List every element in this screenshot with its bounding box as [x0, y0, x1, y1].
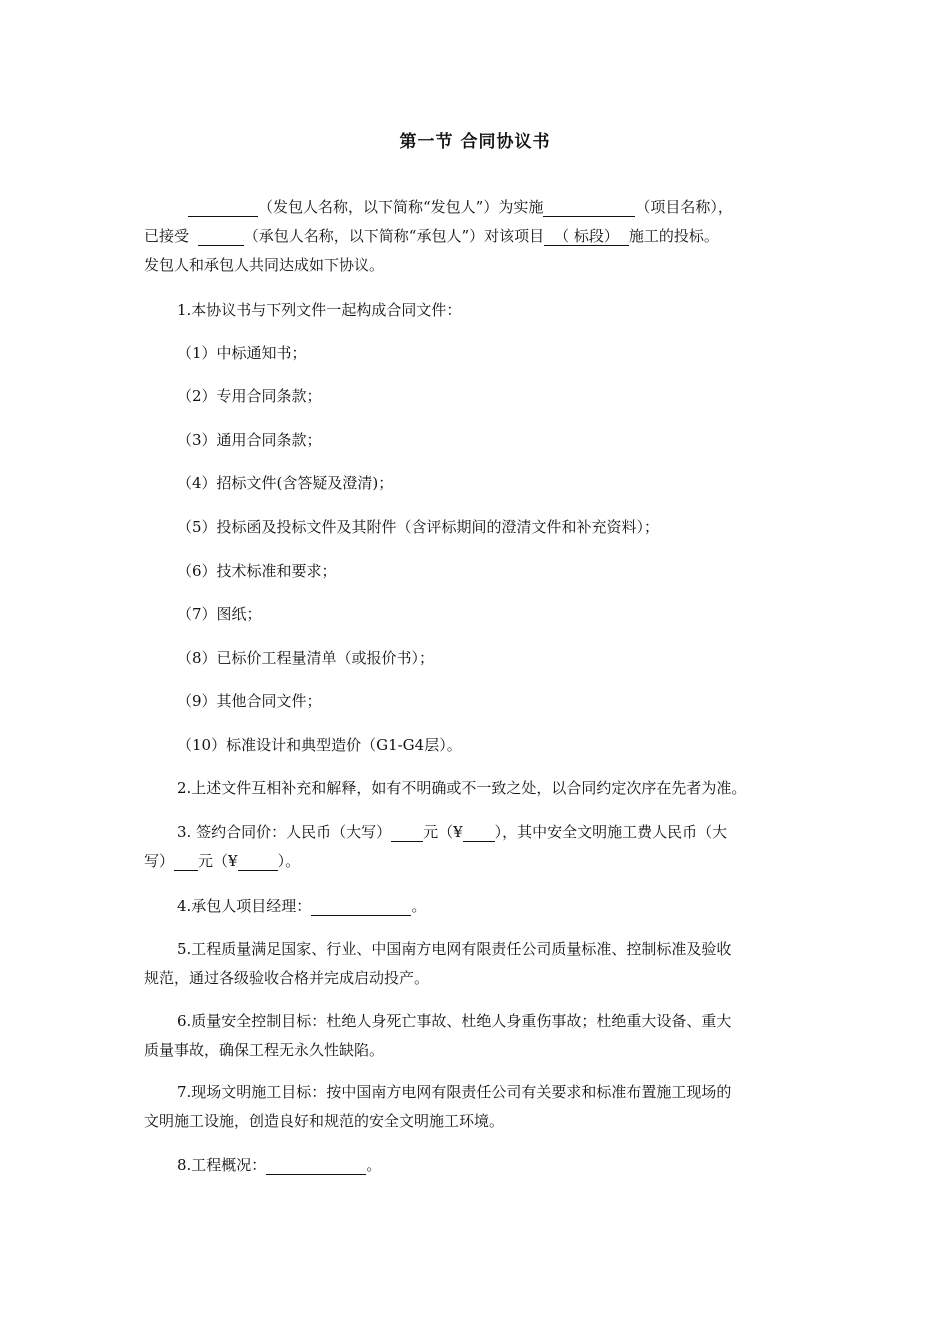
- list-item: （5）投标函及投标文件及其附件（含评标期间的澄清文件和补充资料）；: [177, 518, 660, 536]
- list-item: （3）通用合同条款；: [177, 431, 322, 449]
- intro-text-1a: （发包人名称，以下简称“发包人”）为实施: [258, 198, 544, 216]
- list-item: （10）标准设计和典型造价（G1-G4层）。: [177, 736, 462, 754]
- clause-5-line-2: 规范，通过各级验收合格并完成启动投产。: [144, 969, 430, 987]
- clause-7-line-1: 7.现场文明施工目标：按中国南方电网有限责任公司有关要求和标准布置施工现场的: [177, 1083, 732, 1101]
- clause-7: [144, 1078, 810, 1136]
- clause-8-text-a: 8.工程概况：: [177, 1156, 267, 1174]
- clause-3-text-c: ），其中安全文明施工费人民币（大: [494, 823, 728, 841]
- list-item: （7）图纸；: [177, 605, 262, 623]
- project-name-blank: [543, 198, 635, 217]
- intro-text-1b: （项目名称），: [635, 198, 733, 216]
- clause-1: 1.本协议书与下列文件一起构成合同文件：: [177, 301, 462, 319]
- project-manager-blank: [311, 897, 411, 916]
- clause-4-text-a: 4.承包人项目经理：: [177, 897, 312, 915]
- clause-6: [144, 1007, 810, 1065]
- clause-5: [144, 935, 810, 993]
- clause-4: [177, 895, 426, 917]
- clause-3-line-2: [144, 847, 810, 876]
- intro-line-1: [144, 193, 810, 222]
- safety-fee-words-blank: [174, 852, 198, 871]
- clause-3-text-f: ）。: [277, 852, 301, 870]
- clause-6-line-2: 质量事故，确保工程无永久性缺陷。: [144, 1041, 385, 1059]
- intro-text-2a: 已接受: [144, 227, 190, 245]
- price-words-blank: [391, 823, 423, 842]
- clause-8-text-b: 。: [366, 1156, 382, 1174]
- intro-text-2d: 施工的投标。: [628, 227, 719, 245]
- clause-3-text-a: 3. 签约合同价：人民币（大写）: [177, 823, 392, 841]
- clause-3: [144, 818, 810, 876]
- contractor-name-blank: [198, 227, 244, 246]
- list-item: （6）技术标准和要求；: [177, 562, 337, 580]
- list-item: （2）专用合同条款；: [177, 387, 322, 405]
- clause-3-text-e: 元（¥: [198, 852, 238, 870]
- clause-3-text-b: 元（¥: [423, 823, 463, 841]
- intro-line-3: 发包人和承包人共同达成如下协议。: [144, 256, 385, 274]
- clause-8: [177, 1154, 381, 1176]
- intro-line-2: [144, 222, 810, 251]
- page-title: 第一节 合同协议书: [399, 132, 551, 152]
- clause-7-line-2: 文明施工设施，创造良好和规范的安全文明施工环境。: [144, 1112, 505, 1130]
- project-overview-blank: [266, 1156, 366, 1175]
- intro-paragraph: [144, 193, 810, 280]
- safety-fee-number-blank: [238, 852, 278, 871]
- clause-5-line-1: 5.工程质量满足国家、行业、中国南方电网有限责任公司质量标准、控制标准及验收: [177, 940, 732, 958]
- employer-name-blank: [188, 198, 258, 217]
- price-number-blank: [463, 823, 495, 842]
- list-item: （4）招标文件(含答疑及澄清)；: [177, 474, 394, 492]
- list-item: （9）其他合同文件；: [177, 692, 322, 710]
- list-item: （1）中标通知书；: [177, 344, 307, 362]
- clause-2: 2.上述文件互相补充和解释，如有不明确或不一致之处，以合同约定次序在先者为准。: [177, 779, 747, 797]
- clause-6-line-1: 6.质量安全控制目标：杜绝人身死亡事故、杜绝人身重伤事故；杜绝重大设备、重大: [177, 1012, 732, 1030]
- clause-3-line-1: [144, 818, 810, 847]
- section-blank: （ 标段）: [544, 227, 629, 246]
- clause-3-text-d: 写）: [144, 852, 175, 870]
- intro-text-2b: （承包人名称，以下简称“承包人”）对该项目: [243, 227, 545, 245]
- list-item: （8）已标价工程量清单（或报价书）；: [177, 649, 435, 667]
- clause-4-text-b: 。: [411, 897, 427, 915]
